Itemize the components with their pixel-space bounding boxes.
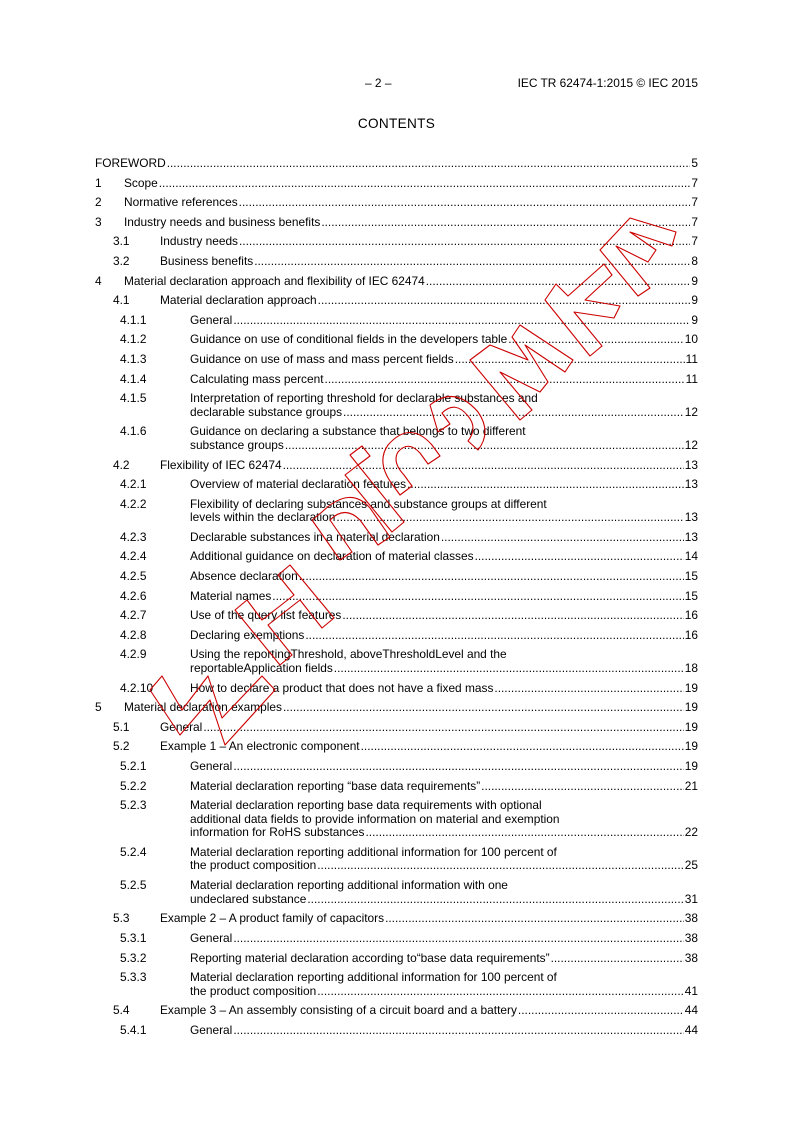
toc-entry-title: the product composition <box>190 858 317 873</box>
toc-entry-page: 44 <box>684 1022 698 1037</box>
toc-entry-title: Material declaration approach <box>160 293 317 308</box>
toc-entry-title: substance groups <box>190 437 284 452</box>
toc-entry-title: Material declaration reporting additional information for 100 percent of <box>190 970 557 985</box>
toc-entry-page: 9 <box>691 273 698 288</box>
dot-leader <box>317 859 684 873</box>
toc-entry-title: Guidance on use of conditional fields in the developers table <box>190 332 508 347</box>
toc-entry-number: 5.2 <box>113 739 130 754</box>
toc-entry-title: Material declaration reporting additional information with one <box>190 878 508 893</box>
toc-entry-title: the product composition <box>190 983 317 998</box>
toc-entry-title: Scope <box>124 175 158 190</box>
toc-entry-number: 3.1 <box>113 234 130 249</box>
toc-entry[interactable] <box>95 255 698 275</box>
page-number: – 2 – <box>365 76 392 90</box>
dot-leader <box>365 826 683 840</box>
toc-entry-number: 5.3 <box>113 911 130 926</box>
dot-leader <box>318 294 691 308</box>
dot-leader <box>283 701 684 715</box>
toc-entry[interactable] <box>95 294 698 314</box>
toc-entry[interactable] <box>95 932 698 952</box>
toc-entry-title: Material declaration approach and flexibility of IEC 62474 <box>124 273 425 288</box>
toc-entry[interactable] <box>95 780 698 800</box>
toc-entry-page: 14 <box>684 549 698 564</box>
toc-entry-title: Material declaration reporting “base data requirements” <box>190 778 481 793</box>
dot-leader <box>233 314 690 328</box>
toc-entry-page: 22 <box>684 825 698 840</box>
toc-entry-page: 5 <box>691 156 698 170</box>
toc-entry-title: Industry needs and business benefits <box>124 214 321 229</box>
toc-entry-number: 4.1.6 <box>120 424 147 439</box>
toc-entry-number: 4.2.2 <box>120 496 147 511</box>
toc-entry[interactable] <box>95 478 698 498</box>
dot-leader <box>481 780 684 794</box>
toc-entry-title: undeclared substance <box>190 891 307 906</box>
toc-entry[interactable] <box>95 609 698 629</box>
toc-entry-page: 12 <box>684 437 698 452</box>
toc-entry-page: 19 <box>684 739 698 754</box>
toc-entry-page: 31 <box>684 891 698 906</box>
toc-entry-title: Material declaration examples <box>124 700 282 715</box>
dot-leader <box>283 459 684 473</box>
toc-entry-title: Declarable substances in a material declaration <box>190 529 440 544</box>
toc-entry-title: Calculating mass percent <box>190 371 324 386</box>
toc-entry[interactable] <box>95 177 698 197</box>
toc-entry-page: 19 <box>684 719 698 734</box>
toc-entry[interactable] <box>95 425 698 458</box>
toc-entry-title: Guidance on use of mass and mass percent fields <box>190 351 454 366</box>
toc-entry-page: 15 <box>684 588 698 603</box>
toc-entry-number: 4.2.9 <box>120 647 147 662</box>
toc-entry[interactable] <box>95 333 698 353</box>
toc-entry-number: 5.2.4 <box>120 844 147 859</box>
dot-leader <box>285 439 684 453</box>
toc-entry-page: 10 <box>684 332 698 347</box>
toc-entry[interactable] <box>95 799 698 846</box>
toc-entry-page: 25 <box>684 858 698 873</box>
toc-entry-number: 3.2 <box>113 253 130 268</box>
toc-entry-number: 4.2.10 <box>120 680 154 695</box>
dot-leader <box>317 985 684 999</box>
page-header <box>0 76 793 92</box>
toc-entry-number: 4.2.5 <box>120 569 147 584</box>
toc-entry-title: Absence declaration <box>190 569 298 584</box>
toc-entry-title: Declaring exemptions <box>190 627 305 642</box>
toc-entry-number: 4.2.1 <box>120 477 147 492</box>
toc-entry[interactable] <box>95 590 698 610</box>
toc-entry-number: 5.4.1 <box>120 1022 147 1037</box>
toc-entry-title: Example 1 – An electronic component <box>160 739 360 754</box>
dot-leader <box>385 912 684 926</box>
dot-leader <box>159 177 691 191</box>
standard-identifier: IEC TR 62474-1:2015 © IEC 2015 <box>517 76 698 90</box>
toc-entry[interactable] <box>95 760 698 780</box>
toc-entry-title: General <box>190 930 233 945</box>
dot-leader <box>494 682 683 696</box>
toc-entry-title: reportableApplication fields <box>190 660 333 675</box>
toc-entry-title: Overview of material declaration features <box>190 477 407 492</box>
dot-leader <box>233 760 683 774</box>
dot-leader <box>233 932 683 946</box>
toc-entry-page: 38 <box>684 950 698 965</box>
dot-leader <box>167 157 691 171</box>
toc-entry-page: 13 <box>684 529 698 544</box>
toc-entry[interactable] <box>95 216 698 236</box>
toc-entry[interactable] <box>95 912 698 932</box>
toc-entry-title: Material declaration reporting base data requirements with optional <box>190 798 542 813</box>
dot-leader <box>334 662 684 676</box>
dot-leader <box>361 740 684 754</box>
toc-entry-number: 4.2.7 <box>120 608 147 623</box>
toc-entry-number: 4.2 <box>113 457 130 472</box>
toc-entry-page: 11 <box>685 371 698 386</box>
dot-leader <box>336 511 683 525</box>
dot-leader <box>441 531 684 545</box>
toc-entry-page: 41 <box>684 983 698 998</box>
dot-leader <box>426 275 691 289</box>
toc-entry-title: FOREWORD <box>95 156 166 170</box>
toc-entry[interactable] <box>95 531 698 551</box>
toc-entry-page: 18 <box>684 660 698 675</box>
toc-entry-page: 16 <box>684 608 698 623</box>
toc-entry-title: General <box>190 1022 233 1037</box>
toc-entry-title: Reporting material declaration according to“base data requirements” <box>190 950 550 965</box>
toc-entry-number: 4.1.1 <box>120 312 147 327</box>
toc-entry-title: General <box>190 759 233 773</box>
toc-entry-number: 5.3.2 <box>120 950 147 965</box>
toc-entry-page: 13 <box>684 477 698 492</box>
toc-entry[interactable] <box>95 740 698 760</box>
toc-entry-number: 2 <box>95 195 102 210</box>
toc-entry-number: 5.3.1 <box>120 930 147 945</box>
toc-entry-page: 19 <box>684 680 698 695</box>
toc-entry-title: levels within the declaration <box>190 510 336 525</box>
toc-entry-title: Business benefits <box>160 253 254 268</box>
toc-entry-title: Material names <box>190 588 272 603</box>
toc-entry-title: Flexibility of IEC 62474 <box>160 457 282 472</box>
toc-entry-title: Flexibility of declaring substances and substance groups at different <box>190 496 547 511</box>
toc-entry[interactable] <box>95 1004 698 1024</box>
toc-entry-page: 44 <box>684 1003 698 1018</box>
toc-entry-title: additional data fields to provide information on material and exemption <box>190 811 560 826</box>
toc-entry-page: 13 <box>684 510 698 525</box>
dot-leader <box>475 550 684 564</box>
toc-entry-page: 19 <box>684 700 698 715</box>
toc-entry[interactable] <box>95 682 698 702</box>
dot-leader <box>455 353 685 367</box>
dot-leader <box>254 255 690 269</box>
toc-entry[interactable] <box>95 879 698 912</box>
toc-entry[interactable] <box>95 157 698 177</box>
toc-entry-number: 4.2.4 <box>120 549 147 564</box>
toc-entry-title: Example 2 – A product family of capacitors <box>160 911 385 926</box>
toc-entry-number: 1 <box>95 175 102 190</box>
toc-entry-number: 4.2.6 <box>120 588 147 603</box>
dot-leader <box>272 590 683 604</box>
toc-entry-page: 9 <box>691 293 698 308</box>
toc-entry-title: information for RoHS substances <box>190 825 365 840</box>
toc-entry-number: 5 <box>95 700 102 715</box>
contents-heading: CONTENTS <box>357 116 436 131</box>
toc-entry[interactable] <box>95 701 698 721</box>
dot-leader <box>407 478 684 492</box>
toc-entry-title: Guidance on declaring a substance that belongs to two different <box>190 424 526 439</box>
toc-entry-page: 21 <box>684 778 698 793</box>
toc-entry-title: How to declare a product that does not have a fixed mass <box>190 680 494 695</box>
dot-leader <box>325 373 685 387</box>
toc-entry-number: 4 <box>95 273 102 288</box>
toc-entry-number: 4.1 <box>113 293 130 308</box>
toc-entry-page: 7 <box>691 175 698 190</box>
toc-entry-page: 16 <box>684 627 698 642</box>
toc-entry-page: 13 <box>684 457 698 472</box>
dot-leader <box>342 609 683 623</box>
toc-entry[interactable] <box>95 629 698 649</box>
toc-entry-number: 4.2.8 <box>120 627 147 642</box>
toc-entry-title: Using the reportingThreshold, aboveThresholdLevel and the <box>190 647 507 662</box>
toc-entry-title: Material declaration reporting additional information for 100 percent of <box>190 844 557 859</box>
toc-entry-page: 15 <box>684 569 698 584</box>
toc-entry[interactable] <box>95 1024 698 1044</box>
toc-entry[interactable] <box>95 275 698 295</box>
toc-entry-title: Industry needs <box>160 234 238 249</box>
toc-entry-title: Interpretation of reporting threshold for declarable substances and <box>190 391 538 406</box>
toc-entry[interactable] <box>95 459 698 479</box>
toc-entry-title: Example 3 – An assembly consisting of a circuit board and a battery <box>160 1003 517 1018</box>
toc-entry-title: Additional guidance on declaration of material classes <box>190 549 474 564</box>
toc-entry-number: 5.2.2 <box>120 778 147 793</box>
dot-leader <box>239 235 690 249</box>
toc-entry[interactable] <box>95 353 698 373</box>
dot-leader <box>239 196 691 210</box>
toc-entry-number: 4.2.3 <box>120 529 147 544</box>
toc-entry-number: 5.1 <box>113 719 130 734</box>
toc-entry-number: 5.3.3 <box>120 970 147 985</box>
toc-entry[interactable] <box>95 846 698 879</box>
toc-entry-number: 4.1.3 <box>120 351 147 366</box>
dot-leader <box>343 406 684 420</box>
toc-entry[interactable] <box>95 373 698 393</box>
toc-entry-title: Normative references <box>124 195 238 210</box>
toc-entry-number: 4.1.5 <box>120 391 147 406</box>
toc-entry-number: 5.2.1 <box>120 759 147 773</box>
toc-entry[interactable] <box>95 721 698 741</box>
toc-entry-number: 5.2.5 <box>120 878 147 893</box>
toc-entry-page: 7 <box>691 214 698 229</box>
dot-leader <box>551 952 684 966</box>
toc-entry-title: declarable substance groups <box>190 404 343 419</box>
table-of-contents <box>95 157 698 1044</box>
toc-entry-page: 38 <box>684 911 698 926</box>
dot-leader <box>299 570 684 584</box>
toc-entry-title: General <box>160 719 203 734</box>
toc-entry-title: General <box>190 312 233 327</box>
toc-entry-page: 19 <box>684 759 698 773</box>
dot-leader <box>203 721 683 735</box>
toc-entry-number: 5.2.3 <box>120 798 147 813</box>
toc-entry[interactable] <box>95 314 698 334</box>
toc-entry-page: 9 <box>691 312 698 327</box>
toc-entry-page: 11 <box>685 351 698 366</box>
toc-entry[interactable] <box>95 648 698 681</box>
toc-entry[interactable] <box>95 952 698 972</box>
toc-entry-page: 38 <box>684 930 698 945</box>
dot-leader <box>307 893 683 907</box>
dot-leader <box>305 629 683 643</box>
toc-entry[interactable] <box>95 550 698 570</box>
toc-entry[interactable] <box>95 196 698 216</box>
toc-entry-page: 12 <box>684 404 698 419</box>
toc-entry[interactable] <box>95 392 698 425</box>
toc-entry[interactable] <box>95 570 698 590</box>
toc-entry-number: 3 <box>95 214 102 229</box>
toc-entry-title: Use of the query list features <box>190 608 342 623</box>
dot-leader <box>508 333 683 347</box>
toc-entry[interactable] <box>95 498 698 531</box>
toc-entry[interactable] <box>95 971 698 1004</box>
toc-entry-number: 4.1.2 <box>120 332 147 347</box>
toc-entry-page: 8 <box>691 253 698 268</box>
toc-entry[interactable] <box>95 235 698 255</box>
dot-leader <box>321 216 690 230</box>
toc-entry-page: 7 <box>691 234 698 249</box>
dot-leader <box>233 1024 683 1038</box>
toc-entry-number: 4.1.4 <box>120 371 147 386</box>
dot-leader <box>518 1004 684 1018</box>
toc-entry-page: 7 <box>691 195 698 210</box>
toc-entry-number: 5.4 <box>113 1003 130 1018</box>
